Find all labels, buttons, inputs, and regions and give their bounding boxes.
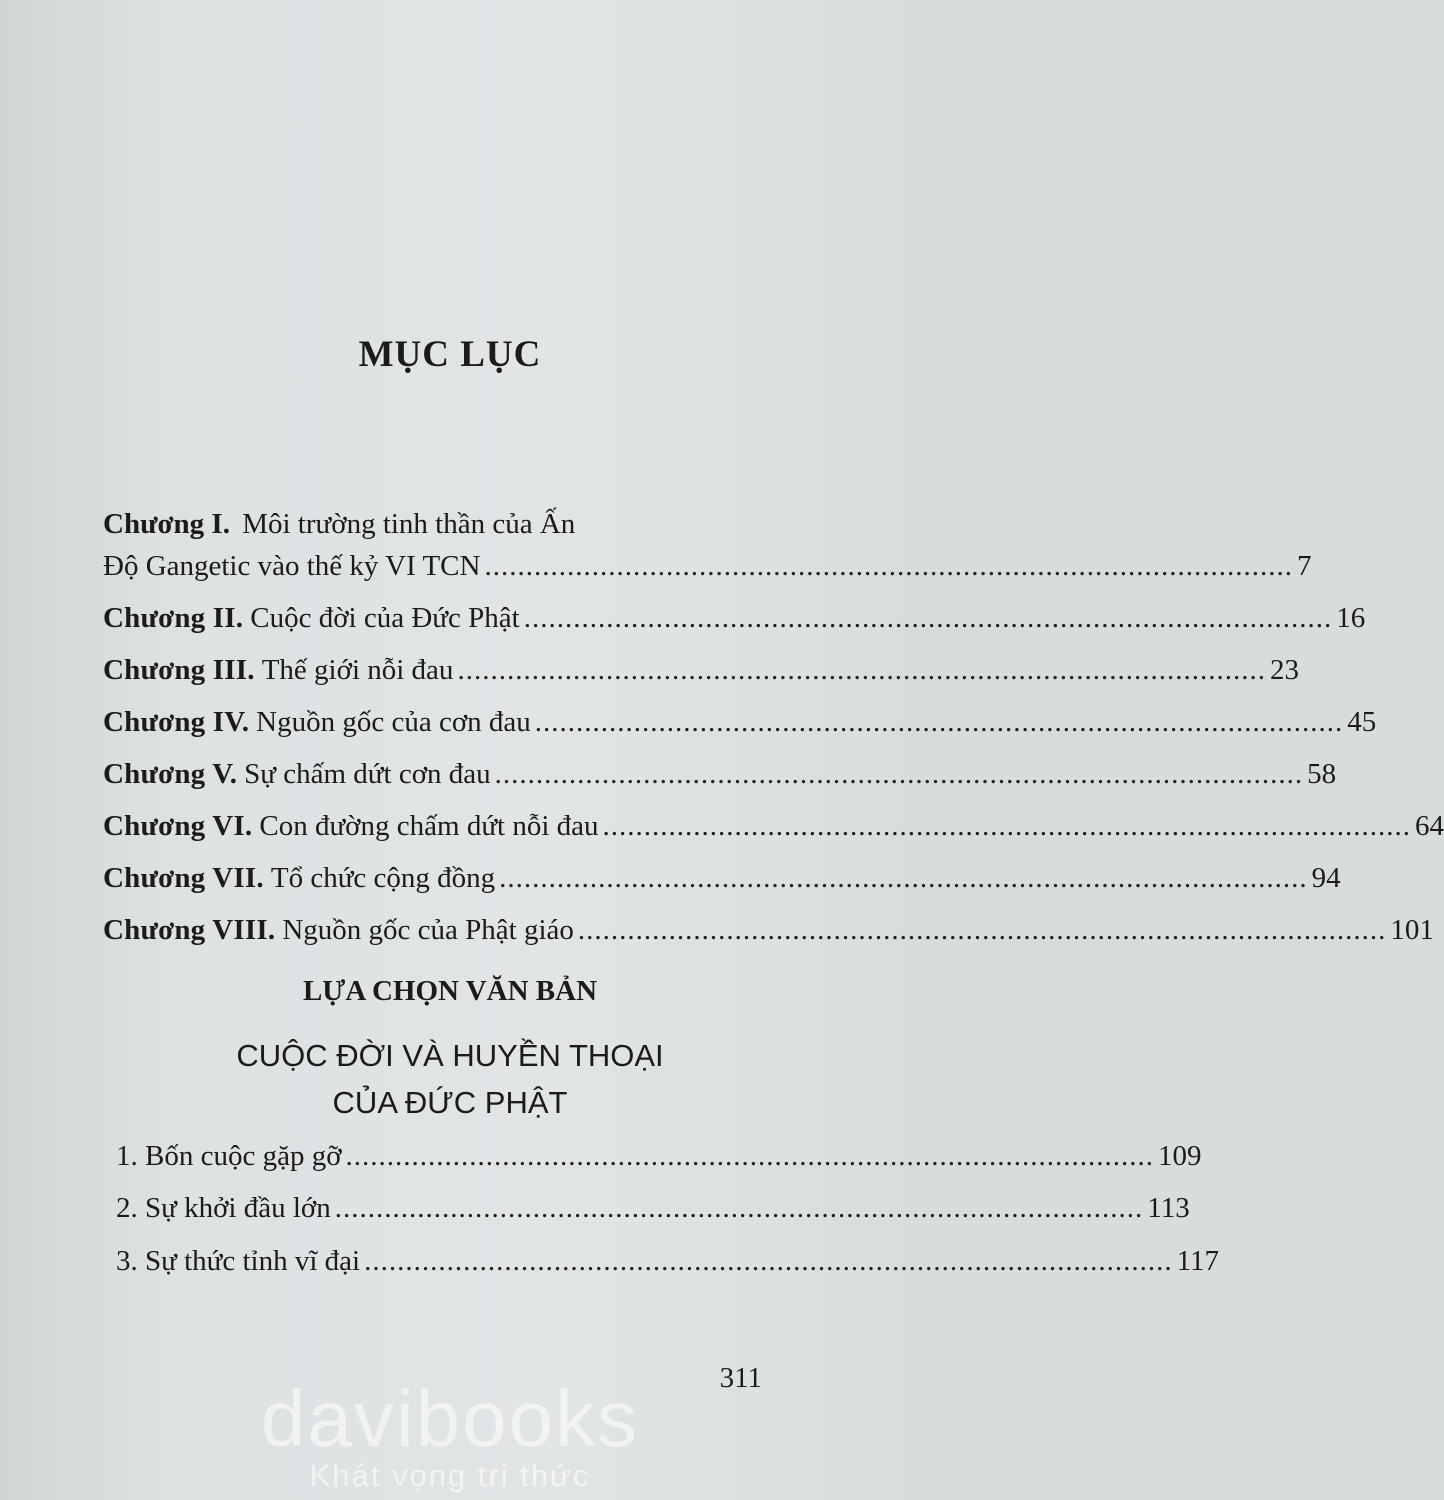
toc-entry-chapter-2 [103, 602, 1366, 654]
dot-leader: .................................................................................................. [457, 654, 1266, 686]
page-number: 23 [1269, 654, 1299, 686]
page-folio-number: 311 [719, 1362, 762, 1394]
item-title: 3. Sự thức tỉnh vĩ đại [116, 1245, 361, 1277]
chapter-label: Chương III. [103, 654, 255, 686]
toc-item-1 [116, 1140, 1202, 1192]
toc-entry-chapter-4 [103, 706, 1377, 758]
item-title: 1. Bốn cuộc gặp gỡ [116, 1140, 342, 1172]
dot-leader: .................................................................................................. [602, 810, 1412, 842]
page-number: 94 [1311, 862, 1341, 894]
chapter-label: Chương VIII. [103, 914, 276, 946]
chapter-label: Chương II. [103, 602, 244, 634]
page-number: 16 [1336, 602, 1366, 634]
chapter-label: Chương IV. [103, 706, 250, 738]
page-number: 64 [1415, 810, 1444, 842]
toc-item-2 [116, 1192, 1190, 1244]
toc-entry-chapter-5 [103, 758, 1337, 810]
page-number: 101 [1390, 914, 1434, 946]
chapter-title-line2: Độ Gangetic vào thế kỷ VI TCN [103, 550, 481, 582]
dot-leader: .................................................................................................. [334, 1192, 1144, 1224]
section-heading: LỰA CHỌN VĂN BẢN [302, 975, 598, 1007]
dot-leader: .................................................................................................. [499, 862, 1308, 894]
item-title: 2. Sự khởi đầu lớn [116, 1192, 331, 1224]
toc-entry-chapter-1 [103, 508, 761, 541]
chapter-title: Thế giới nỗi đau [261, 654, 454, 686]
subsection-title-line2: CỦA ĐỨC PHẬT [332, 1085, 568, 1120]
chapter-label: Chương I. [103, 508, 230, 540]
subsection-title-line1: CUỘC ĐỜI VÀ HUYỀN THOẠI [236, 1038, 664, 1073]
chapter-label: Chương VI. [103, 810, 253, 842]
page-number: 45 [1347, 706, 1377, 738]
dot-leader: .................................................................................................. [577, 914, 1387, 946]
chapter-label: Chương V. [103, 758, 238, 790]
toc-entry-chapter-7 [103, 862, 1341, 914]
dot-leader: .................................................................................................. [523, 602, 1333, 634]
chapter-label: Chương VII. [103, 862, 264, 894]
toc-entry-chapter-8 [103, 914, 1434, 966]
page-number: 109 [1158, 1140, 1202, 1172]
chapter-title-line1: Môi trường tinh thần của Ấn [242, 508, 576, 540]
dot-leader: .................................................................................................. [345, 1140, 1155, 1172]
chapter-title: Sự chấm dứt cơn đau [244, 758, 491, 790]
page-number: 58 [1307, 758, 1337, 790]
toc-entry-chapter-1-cont [103, 550, 1312, 602]
dot-leader: .................................................................................................. [534, 706, 1344, 738]
dot-leader: .................................................................................................. [494, 758, 1304, 790]
toc-entry-chapter-6 [103, 810, 1444, 862]
watermark-tagline: Khát vọng tri thức [309, 1458, 591, 1493]
dot-leader: .................................................................................................. [484, 550, 1293, 582]
page-title: MỤC LỤC [358, 334, 542, 375]
chapter-title: Nguồn gốc của Phật giáo [282, 914, 574, 946]
toc-item-3 [116, 1245, 1220, 1297]
page-number: 117 [1176, 1245, 1220, 1277]
chapter-title: Cuộc đời của Đức Phật [250, 602, 520, 634]
page-number: 7 [1296, 550, 1312, 582]
page-number: 113 [1147, 1192, 1190, 1224]
toc-entry-chapter-3 [103, 654, 1299, 706]
chapter-title: Nguồn gốc của cơn đau [256, 706, 531, 738]
chapter-title: Tổ chức cộng đồng [270, 862, 496, 894]
chapter-title: Con đường chấm dứt nỗi đau [259, 810, 599, 842]
dot-leader: .................................................................................................. [364, 1245, 1173, 1277]
watermark-brand: davibooks [260, 1374, 640, 1463]
